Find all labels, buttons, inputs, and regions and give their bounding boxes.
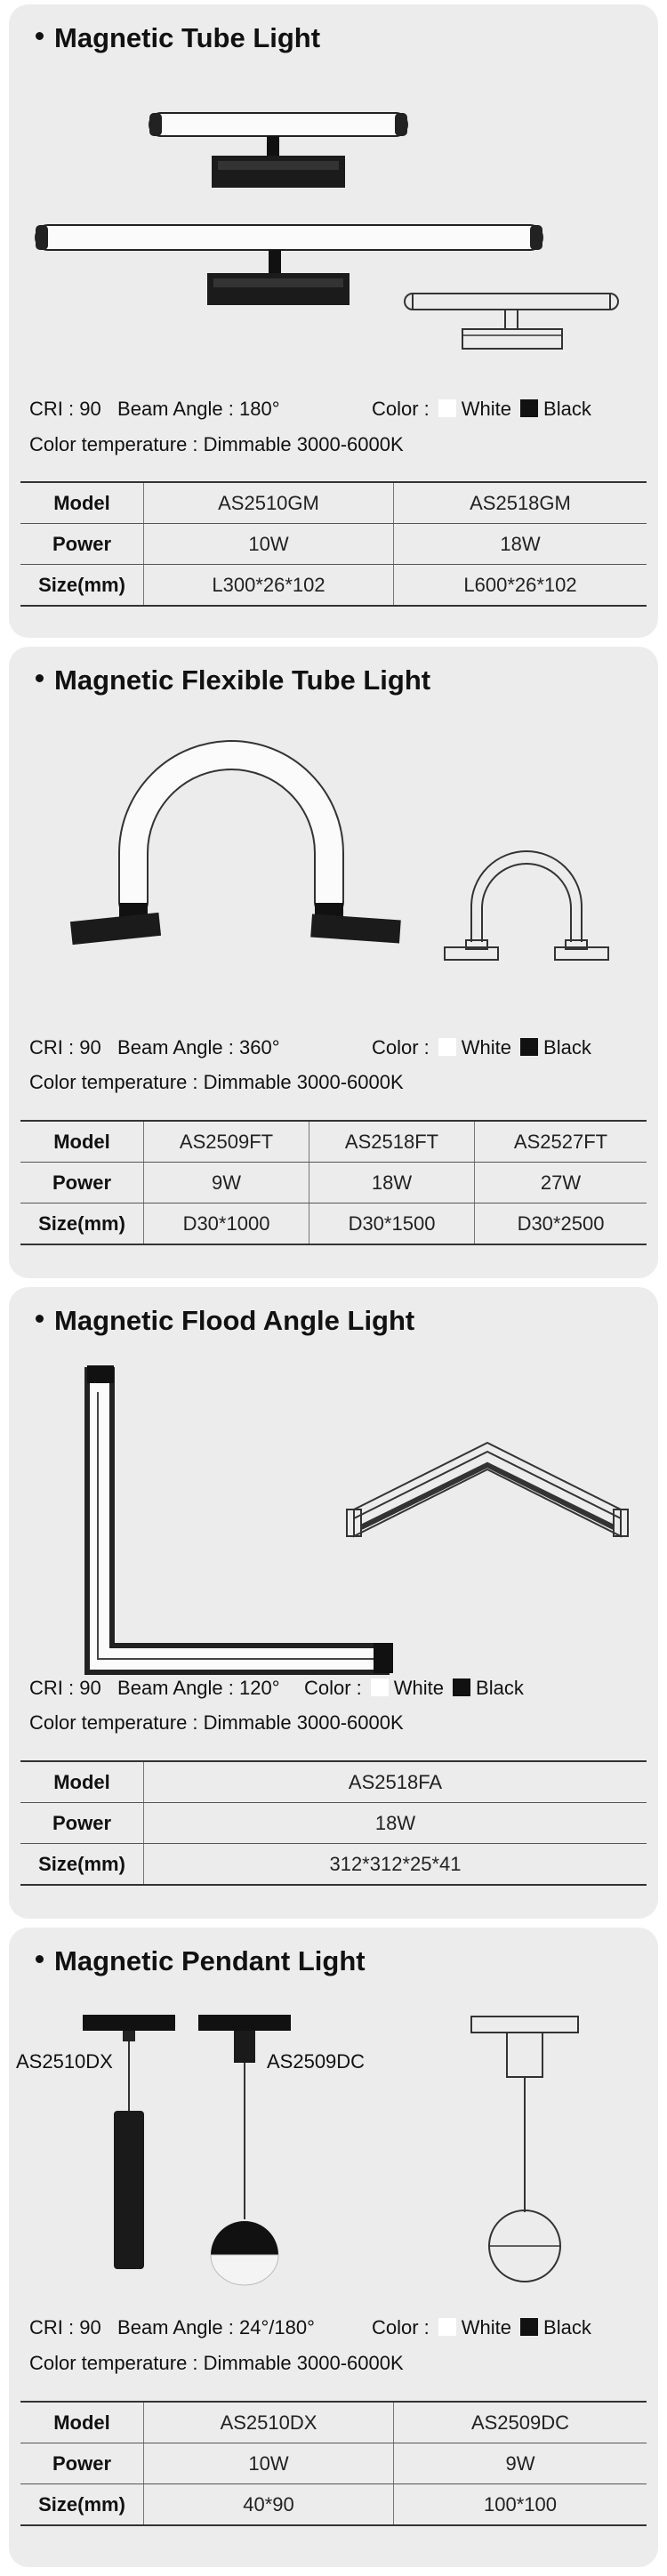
table-cell: 18W	[144, 1803, 647, 1844]
table-cell: AS2527FT	[475, 1121, 647, 1163]
color-black: Black	[543, 2316, 591, 2339]
section-title: Magnetic Flood Angle Light	[36, 1305, 414, 1337]
row-header: Size(mm)	[20, 2484, 144, 2526]
row-header: Size(mm)	[20, 1203, 144, 1245]
table-cell: 312*312*25*41	[144, 1844, 647, 1886]
table-cell: D30*2500	[475, 1203, 647, 1245]
bullet-icon	[36, 1955, 44, 1963]
flexible-tube-image	[62, 720, 418, 986]
color-black: Black	[543, 398, 591, 420]
flood-angle-outline-image	[336, 1429, 630, 1572]
row-header: Model	[20, 482, 144, 524]
table-row	[20, 565, 647, 607]
tube-light-outline-image	[400, 289, 623, 365]
table-cell: AS2518GM	[394, 482, 647, 524]
table-row	[20, 2402, 647, 2443]
row-header: Power	[20, 2443, 144, 2484]
section-pendant-light	[9, 1928, 658, 2567]
color-white: White	[393, 1677, 445, 1699]
model-label-left: AS2510DX	[16, 2050, 113, 2073]
table-cell: AS2509FT	[144, 1121, 309, 1163]
spec-color-temp: Color temperature : Dimmable 3000-6000K	[29, 2352, 404, 2374]
table-row	[20, 1163, 647, 1203]
color-options	[372, 2316, 591, 2339]
row-header: Power	[20, 524, 144, 565]
table-cell: 27W	[475, 1163, 647, 1203]
table-row	[20, 1803, 647, 1844]
table-cell: AS2518FT	[309, 1121, 475, 1163]
white-swatch-icon	[438, 2318, 456, 2336]
tube-light-short-image	[133, 102, 418, 200]
color-options	[372, 1036, 591, 1059]
table-cell: L600*26*102	[394, 565, 647, 607]
section-title: Magnetic Flexible Tube Light	[36, 664, 430, 696]
flexible-tube-outline-image	[436, 835, 623, 969]
table-row	[20, 2443, 647, 2484]
table-cell: 9W	[394, 2443, 647, 2484]
row-header: Power	[20, 1803, 144, 1844]
black-swatch-icon	[520, 1038, 538, 1056]
spec-cri-beam: CRI : 90 Beam Angle : 24°/180°	[29, 2316, 315, 2339]
model-label-right: AS2509DC	[267, 2050, 366, 2073]
table-cell: D30*1500	[309, 1203, 475, 1245]
table-cell: D30*1000	[144, 1203, 309, 1245]
spec-cri-beam: CRI : 90 Beam Angle : 120°	[29, 1677, 280, 1699]
color-options	[304, 1677, 524, 1700]
pendant-cylinder-image	[76, 1997, 182, 2290]
spec-table	[20, 2401, 647, 2526]
row-header: Power	[20, 1163, 144, 1203]
color-options	[372, 398, 591, 421]
color-black: Black	[476, 1677, 524, 1699]
black-swatch-icon	[520, 2318, 538, 2336]
bullet-icon	[36, 674, 44, 682]
color-white: White	[461, 1036, 512, 1059]
section-flexible-tube-light	[9, 647, 658, 1278]
section-flood-angle-light	[9, 1287, 658, 1919]
spec-cri-beam: CRI : 90 Beam Angle : 360°	[29, 1036, 280, 1059]
table-cell: AS2509DC	[394, 2402, 647, 2443]
color-label: Color :	[372, 2316, 430, 2339]
row-header: Model	[20, 2402, 144, 2443]
table-cell: AS2518FA	[144, 1761, 647, 1803]
table-row	[20, 1761, 647, 1803]
color-white: White	[461, 398, 512, 420]
black-swatch-icon	[453, 1678, 470, 1696]
spec-color-temp: Color temperature : Dimmable 3000-6000K	[29, 1071, 404, 1093]
black-swatch-icon	[520, 399, 538, 417]
white-swatch-icon	[371, 1678, 389, 1696]
row-header: Model	[20, 1761, 144, 1803]
pendant-globe-image	[191, 1997, 298, 2299]
table-cell: AS2510GM	[144, 482, 394, 524]
section-title: Magnetic Tube Light	[36, 22, 320, 54]
color-white: White	[461, 2316, 512, 2339]
white-swatch-icon	[438, 1038, 456, 1056]
table-row	[20, 1121, 647, 1163]
bullet-icon	[36, 32, 44, 40]
spec-table	[20, 1760, 647, 1886]
table-row	[20, 524, 647, 565]
table-cell: 18W	[394, 524, 647, 565]
spec-color-temp: Color temperature : Dimmable 3000-6000K	[29, 433, 404, 455]
bullet-icon	[36, 1315, 44, 1323]
table-cell: 10W	[144, 524, 394, 565]
color-black: Black	[543, 1036, 591, 1059]
table-cell: 40*90	[144, 2484, 394, 2526]
table-cell: AS2510DX	[144, 2402, 394, 2443]
spec-table	[20, 481, 647, 607]
row-header: Model	[20, 1121, 144, 1163]
table-cell: 9W	[144, 1163, 309, 1203]
table-cell: 10W	[144, 2443, 394, 2484]
color-label: Color :	[372, 1036, 430, 1059]
row-header: Size(mm)	[20, 1844, 144, 1886]
pendant-outline-image	[454, 2006, 596, 2290]
table-cell: 100*100	[394, 2484, 647, 2526]
color-label: Color :	[372, 398, 430, 420]
table-row	[20, 1203, 647, 1245]
white-swatch-icon	[438, 399, 456, 417]
section-tube-light	[9, 4, 658, 638]
row-header: Size(mm)	[20, 565, 144, 607]
table-cell: 18W	[309, 1163, 475, 1203]
color-label: Color :	[304, 1677, 362, 1699]
table-row	[20, 482, 647, 524]
spec-cri-beam: CRI : 90 Beam Angle : 180°	[29, 398, 280, 420]
table-row	[20, 2484, 647, 2526]
table-cell: L300*26*102	[144, 565, 394, 607]
spec-table	[20, 1120, 647, 1245]
section-title: Magnetic Pendant Light	[36, 1945, 366, 1977]
table-row	[20, 1844, 647, 1886]
spec-color-temp: Color temperature : Dimmable 3000-6000K	[29, 1711, 404, 1734]
